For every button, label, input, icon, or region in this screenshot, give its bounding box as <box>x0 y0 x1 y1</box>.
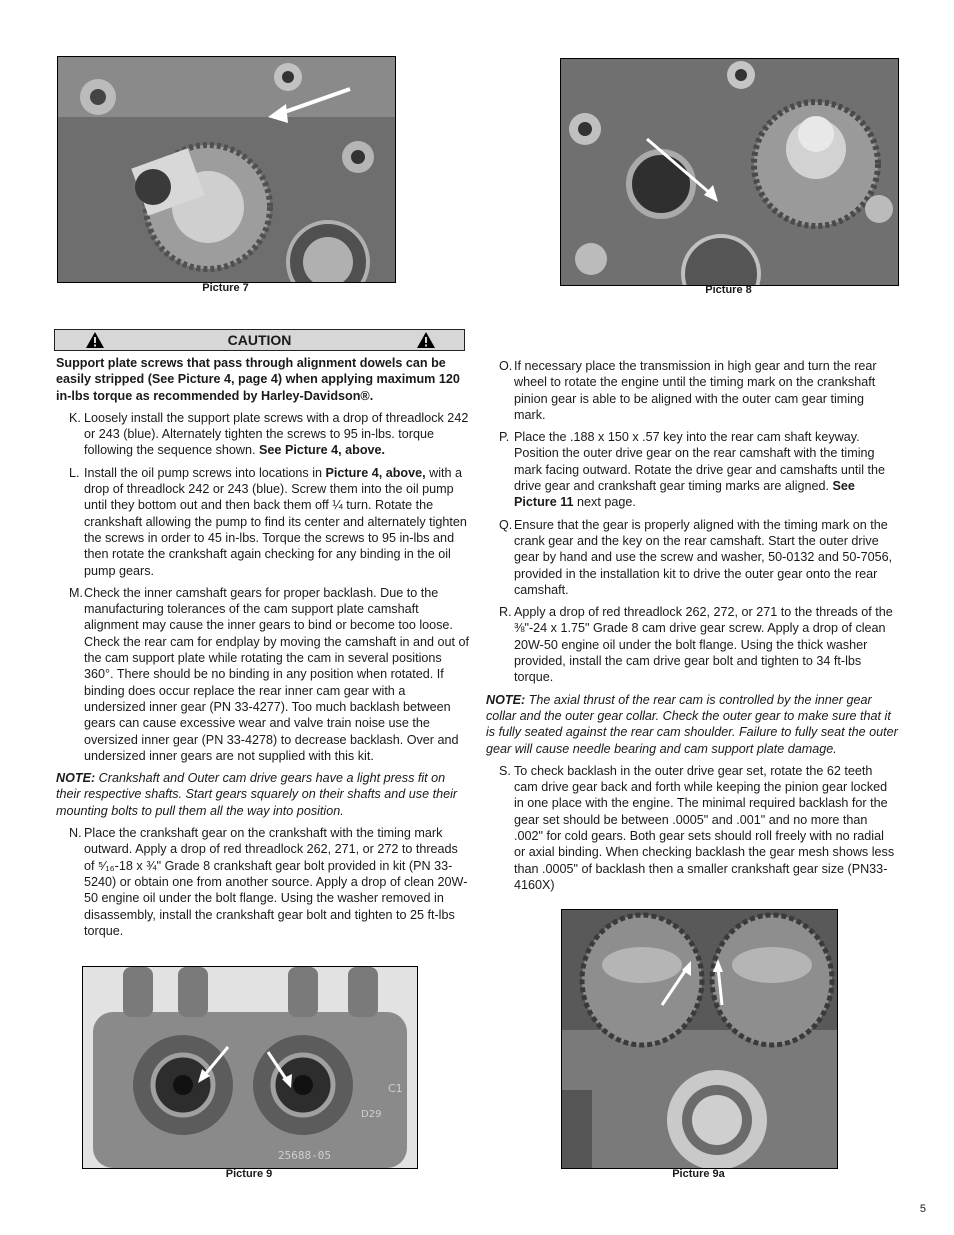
step-p <box>486 429 898 510</box>
step-text: Install the oil pump screws into locations in <box>84 465 326 480</box>
step-r <box>486 604 898 685</box>
step-letter: Q. <box>499 517 513 532</box>
step-text-continued: next page. <box>573 495 636 510</box>
step-letter: L. <box>69 465 80 480</box>
step-reference: Picture 4, above, <box>325 465 426 480</box>
caution-title: CAUTION <box>227 332 292 348</box>
photo-stamp: C1 <box>388 1082 403 1095</box>
step-text: If necessary place the transmission in high gear and turn the rear wheel to rotate the engine until the timing mark on the crankshaft pinion gear is able to be aligned with the outer cam gear timing mark. <box>514 359 877 422</box>
step-reference: See Picture 4, above. <box>259 443 386 458</box>
step-letter: K. <box>69 410 81 425</box>
picture-9-caption: Picture 9 <box>225 1168 273 1180</box>
step-letter: M. <box>69 585 83 600</box>
step-letter: N. <box>69 826 82 841</box>
note-label: NOTE: <box>486 692 526 707</box>
step-reference: See Picture 11 <box>514 479 855 510</box>
note-label: NOTE: <box>56 771 96 786</box>
step-s <box>486 763 898 893</box>
caution-text: Support plate screws that pass through alignment dowels can be easily stripped (See Picture 4, page 4) when applying maximum 120 in-lbs torque as recommended by Harley-Davidson®. <box>56 356 460 403</box>
picture-8-photo <box>560 58 899 286</box>
page-number: 5 <box>919 1203 926 1215</box>
step-l <box>56 465 470 579</box>
step-text-continued: with a drop of threadlock 242 or 243 (blue). Screw them into the oil pump until they bottom out and then back them off ¼ turn. Rotate the crankshaft allowing the pump to find its center and alternately tighten the screws in order to 45 in-lbs. Torque the screws to 95 in-lbs and then rotate the crankshaft again checking for any binding in the oil pump gears. <box>84 465 467 578</box>
picture-9a-photo <box>561 909 838 1169</box>
step-letter: R. <box>499 605 512 620</box>
right-column <box>486 358 898 899</box>
note-gears <box>56 770 470 819</box>
step-o <box>486 358 898 423</box>
step-letter: P. <box>499 430 510 445</box>
step-m <box>56 585 470 764</box>
note-text: The axial thrust of the rear cam is controlled by the inner gear collar and the outer gear collar. Check the outer gear to make sure that it is fully seated against the rear cam shoulder. Failure to fully seat the outer gear will cause needle bearing and cam support plate damage. <box>486 692 898 756</box>
step-text: Place the crankshaft gear on the crankshaft with the timing mark outward. Apply a drop of red threadlock 262, 271, or 272 to threads of ⁵⁄₁₆-18 x ¾" Grade 8 crankshaft gear bolt provided in kit (PN 33-5240) or obtain one from another source. Apply a drop of clean 20W-50 engine oil under the bolt flange. Using the washer removed in disassembly, install the crankshaft gear bolt and tighten to 25 ft-lbs torque. <box>84 826 468 938</box>
step-letter: O. <box>499 359 513 373</box>
photo-stamp: D29 <box>361 1109 382 1120</box>
step-letter: S. <box>499 763 511 778</box>
note-axial-thrust <box>486 692 898 757</box>
photo-stamp: 25688-05 <box>278 1149 331 1162</box>
step-n <box>56 825 470 939</box>
step-text: To check backlash in the outer drive gear set, rotate the 62 teeth cam drive gear back and forth while keeping the pinion gear locked in one place with the engine. The minimal required backlash for the gear set should be between .0005" and .001" and no more than .002" for cold gears. Both gear sets should roll freely with no radial or axial binding. When checking backlash the gear mesh shows less than .0005" of backlash then a smaller crankshaft gear size (PN33-4160X) <box>514 763 895 892</box>
warning-triangle-icon <box>416 331 436 349</box>
picture-7-caption: Picture 7 <box>202 282 249 294</box>
left-column <box>56 355 470 945</box>
step-text: Check the inner camshaft gears for proper backlash. Due to the manufacturing tolerances of the cam support plate camshaft alignment may cause the inner gears to bind or become too loose. Check the rear cam for endplay by moving the camshaft in and out of the cam support plate while rotating the cam in several positions 360°. There should be no binding in any position when rotated. If binding does occur replace the rear inner cam gear with a undersized inner gear (PN 33-4277). Too much backlash between gears can cause excessive wear and valve train noise use the oversized inner gear (PN 33-4278) to decrease backlash. Over and undersized inner gears are not supplied with this kit. <box>84 585 470 763</box>
picture-8-caption: Picture 8 <box>705 284 752 296</box>
step-text: Place the .188 x 150 x .57 key into the rear cam shaft keyway. Position the outer drive gear on the rear camshaft with the timing mark facing outward. Rotate the drive gear and camshafts until the drive gear and crankshaft gear timing marks are aligned. <box>514 430 886 494</box>
step-text: Loosely install the support plate screws with a drop of threadlock 242 or 243 (blue). Alternately tighten the screws to 95 in-lbs. torque following the sequence shown. <box>84 410 469 458</box>
caution-banner <box>54 329 465 351</box>
step-text: Ensure that the gear is properly aligned with the timing mark on the crank gear and the key on the rear camshaft. Start the outer drive gear by hand and use the screw and washer, 50-0132 and 50-7056, provided in the installation kit to drive the outer gear onto the rear camshaft. <box>514 517 893 597</box>
picture-9a-caption: Picture 9a <box>672 1168 725 1180</box>
step-text: Apply a drop of red threadlock 262, 272, or 271 to the threads of the ⅜"-24 x 1.75" Grade 8 cam drive gear screw. Apply a drop of clean 20W-50 engine oil under the bolt flange. Using the thick washer provided, install the cam drive gear bolt and tighten to 34 ft-lbs torque. <box>514 605 893 685</box>
step-k <box>56 410 470 459</box>
note-text: Crankshaft and Outer cam drive gears have a light press fit on their respective shafts. Start gears squarely on their shafts and use their mounting bolts to pull them all the way into position. <box>56 771 458 818</box>
picture-7-photo <box>57 56 396 283</box>
picture-9-photo <box>82 966 418 1169</box>
step-q <box>486 517 898 598</box>
